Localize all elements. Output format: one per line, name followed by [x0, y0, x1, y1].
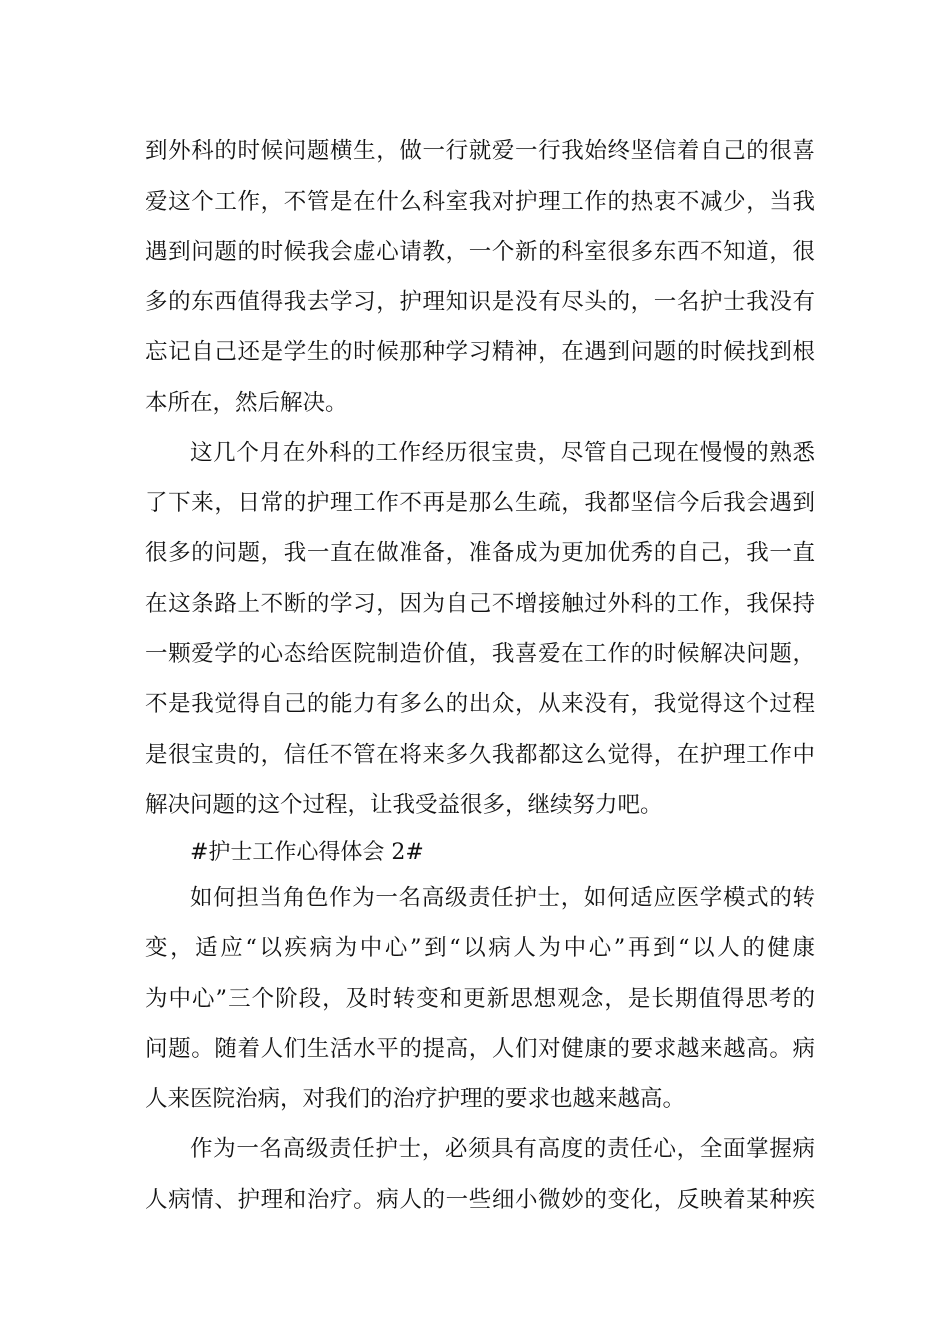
text-line: 人病情、护理和治疗。病人的一些细小微妙的变化，反映着某种疾 — [145, 1187, 815, 1213]
text-line: 爱这个工作，不管是在什么科室我对护理工作的热衷不减少，当我 — [145, 189, 815, 215]
text-line: 为中心”三个阶段，及时转变和更新思想观念，是长期值得思考的 — [145, 986, 815, 1012]
text-line: 一颗爱学的心态给医院制造价值，我喜爱在工作的时候解决问题， — [145, 641, 815, 667]
section-heading: #护士工作心得体会 2# — [190, 840, 424, 865]
text-line: 解决问题的这个过程，让我受益很多，继续努力吧。 — [145, 792, 663, 818]
text-line: 问题。随着人们生活水平的提高，人们对健康的要求越来越高。病 — [145, 1036, 815, 1062]
text-line: 到外科的时候问题横生，做一行就爱一行我始终坚信着自己的很喜 — [145, 138, 815, 164]
text-line: 很多的问题，我一直在做准备，准备成为更加优秀的自己，我一直 — [145, 540, 815, 566]
text-line: 人来医院治病，对我们的治疗护理的要求也越来越高。 — [145, 1086, 686, 1112]
text-line: 忘记自己还是学生的时候那种学习精神，在遇到问题的时候找到根 — [145, 339, 815, 365]
text-line: 变，适应“以疾病为中心”到“以病人为中心”再到“以人的健康 — [145, 935, 815, 961]
text-line: 了下来，日常的护理工作不再是那么生疏，我都坚信今后我会遇到 — [145, 490, 815, 516]
text-line: 本所在，然后解决。 — [145, 390, 348, 416]
text-line: 这几个月在外科的工作经历很宝贵，尽管自己现在慢慢的熟悉 — [190, 440, 815, 466]
text-line: 不是我觉得自己的能力有多么的出众，从来没有，我觉得这个过程 — [145, 691, 815, 717]
text-line: 作为一名高级责任护士，必须具有高度的责任心，全面掌握病 — [190, 1136, 815, 1162]
text-line: 如何担当角色作为一名高级责任护士，如何适应医学模式的转 — [190, 885, 815, 911]
text-line: 是很宝贵的，信任不管在将来多久我都都这么觉得，在护理工作中 — [145, 742, 815, 768]
text-line: 多的东西值得我去学习，护理知识是没有尽头的，一名护士我没有 — [145, 289, 815, 315]
text-line: 在这条路上不断的学习，因为自己不增接触过外科的工作，我保持 — [145, 591, 815, 617]
text-line: 遇到问题的时候我会虚心请教，一个新的科室很多东西不知道，很 — [145, 239, 815, 265]
